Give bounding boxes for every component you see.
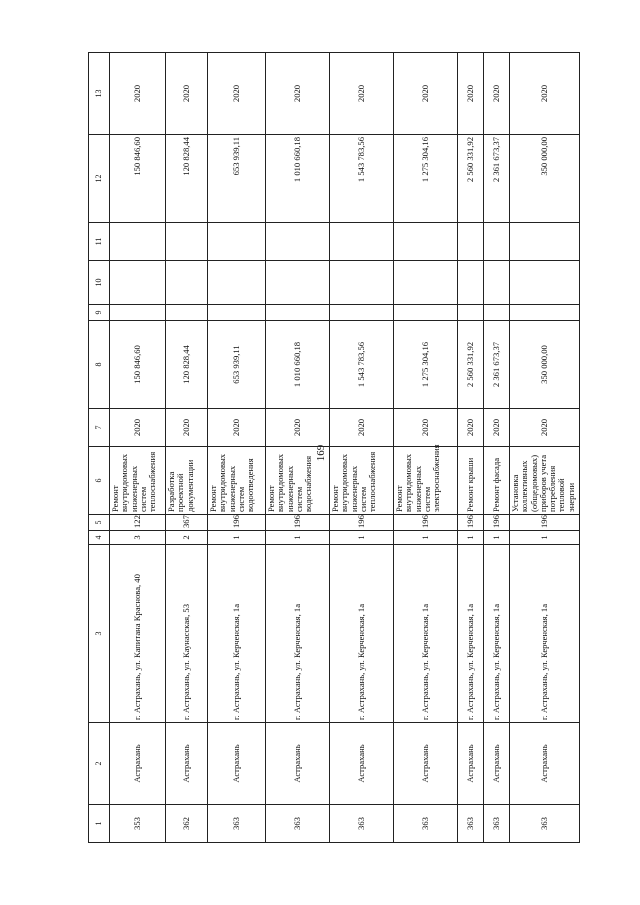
cell-number: 363 (484, 805, 510, 843)
table-row (266, 53, 330, 843)
cell-col9 (330, 305, 394, 321)
document-table-wrapper (88, 53, 576, 843)
cell-number: 363 (266, 805, 330, 843)
cell-work-type: Ремонт внутридомовых инженерных систем электроснабжения (394, 447, 458, 515)
cell-work-type: Ремонт крыши (458, 447, 484, 515)
cell-end-year: 2020 (208, 53, 266, 135)
cell-end-year: 2020 (266, 53, 330, 135)
cell-col9 (166, 305, 208, 321)
cell-city: Астрахань (208, 723, 266, 805)
cell-end-year: 2020 (330, 53, 394, 135)
cell-amount: 653 939,11 (208, 321, 266, 409)
cell-col10 (110, 261, 166, 305)
table-row (166, 53, 208, 843)
cell-col10 (266, 261, 330, 305)
cell-col10 (458, 261, 484, 305)
cell-work-type: Ремонт фасада (484, 447, 510, 515)
cell-address: г. Астрахань, ул. Керченская, 1а (484, 545, 510, 723)
cell-amount: 350 000,00 (510, 321, 580, 409)
cell-amount: 1 543 783,56 (330, 321, 394, 409)
cell-work-type: Ремонт внутридомовых инженерных систем теплоснабжения (110, 447, 166, 515)
cell-col11 (394, 223, 458, 261)
cell-col11 (266, 223, 330, 261)
column-header: 9 (89, 305, 110, 321)
cell-work-type: Ремонт внутридомовых инженерных систем теплоснабжения (330, 447, 394, 515)
cell-col9 (394, 305, 458, 321)
table-row (484, 53, 510, 843)
cell-number: 362 (166, 805, 208, 843)
cell-col11 (484, 223, 510, 261)
cell-year: 2020 (458, 409, 484, 447)
cell-work-type: Разработка проектной документации (166, 447, 208, 515)
cell-col11 (110, 223, 166, 261)
cell-address: г. Астрахань, ул. Керченская, 1а (510, 545, 580, 723)
table-row (510, 53, 580, 843)
cell-number: 353 (110, 805, 166, 843)
cell-address: г. Астрахань, ул. Керченская, 1а (458, 545, 484, 723)
column-header: 8 (89, 321, 110, 409)
cell-city: Астрахань (330, 723, 394, 805)
cell-total: 653 939,11 (208, 135, 266, 223)
cell-year: 2020 (394, 409, 458, 447)
cell-total: 350 000,00 (510, 135, 580, 223)
cell-city: Астрахань (166, 723, 208, 805)
cell-col9 (110, 305, 166, 321)
column-header: 6 (89, 447, 110, 515)
table-row (458, 53, 484, 843)
cell-end-year: 2020 (458, 53, 484, 135)
cell-amount: 2 560 331,92 (458, 321, 484, 409)
table-row (208, 53, 266, 843)
cell-end-year: 2020 (166, 53, 208, 135)
cell-work-type: Ремонт внутридомовых инженерных систем водоотведения (208, 447, 266, 515)
document-table-rotated (88, 53, 576, 843)
cell-year: 2020 (266, 409, 330, 447)
cell-year: 2020 (166, 409, 208, 447)
column-header: 2 (89, 723, 110, 805)
cell-col5: 196 (330, 515, 394, 531)
cell-total: 2 560 331,92 (458, 135, 484, 223)
cell-city: Астрахань (394, 723, 458, 805)
cell-col11 (208, 223, 266, 261)
cell-col11 (330, 223, 394, 261)
cell-col4: 1 (484, 531, 510, 545)
column-header: 7 (89, 409, 110, 447)
cell-year: 2020 (484, 409, 510, 447)
cell-col5: 196 (394, 515, 458, 531)
cell-total: 1 010 660,18 (266, 135, 330, 223)
cell-number: 363 (510, 805, 580, 843)
column-header: 12 (89, 135, 110, 223)
column-header: 13 (89, 53, 110, 135)
cell-col4: 1 (510, 531, 580, 545)
cell-end-year: 2020 (394, 53, 458, 135)
cell-col10 (208, 261, 266, 305)
cell-total: 2 361 673,37 (484, 135, 510, 223)
cell-number: 363 (458, 805, 484, 843)
cell-address: г. Астрахань, ул. Капитана Краснова, 40 (110, 545, 166, 723)
cell-total: 150 846,60 (110, 135, 166, 223)
cell-col11 (510, 223, 580, 261)
cell-col4: 1 (394, 531, 458, 545)
cell-amount: 1 275 304,16 (394, 321, 458, 409)
cell-col9 (510, 305, 580, 321)
cell-col4: 1 (330, 531, 394, 545)
column-header: 1 (89, 805, 110, 843)
cell-year: 2020 (330, 409, 394, 447)
cell-col11 (458, 223, 484, 261)
cell-col10 (394, 261, 458, 305)
cell-col5: 196 (208, 515, 266, 531)
cell-col9 (458, 305, 484, 321)
cell-col4: 2 (166, 531, 208, 545)
cell-amount: 150 846,60 (110, 321, 166, 409)
cell-address: г. Астрахань, ул. Каунасская, 53 (166, 545, 208, 723)
cell-col5: 367 (166, 515, 208, 531)
cell-total: 120 828,44 (166, 135, 208, 223)
cell-amount: 120 828,44 (166, 321, 208, 409)
cell-col4: 3 (110, 531, 166, 545)
cell-end-year: 2020 (110, 53, 166, 135)
cell-col11 (166, 223, 208, 261)
cell-col5: 122 (110, 515, 166, 531)
cell-end-year: 2020 (510, 53, 580, 135)
column-header: 10 (89, 261, 110, 305)
cell-number: 363 (208, 805, 266, 843)
page-number: 169 (315, 444, 327, 462)
table-row (394, 53, 458, 843)
cell-year: 2020 (510, 409, 580, 447)
cell-work-type: Установка коллективных (общедомовых) приборов учета потребления тепловой энергии (510, 447, 580, 515)
cell-col4: 1 (266, 531, 330, 545)
cell-total: 1 543 783,56 (330, 135, 394, 223)
cell-city: Астрахань (266, 723, 330, 805)
cell-col9 (208, 305, 266, 321)
column-header: 4 (89, 531, 110, 545)
table-header-row (89, 53, 110, 843)
table-row (110, 53, 166, 843)
cell-col9 (484, 305, 510, 321)
cell-city: Астрахань (484, 723, 510, 805)
cell-address: г. Астрахань, ул. Керченская, 1а (330, 545, 394, 723)
cell-city: Астрахань (510, 723, 580, 805)
cell-city: Астрахань (110, 723, 166, 805)
cell-year: 2020 (110, 409, 166, 447)
cell-col4: 1 (458, 531, 484, 545)
capital-repair-table (88, 52, 580, 843)
cell-city: Астрахань (458, 723, 484, 805)
cell-col10 (484, 261, 510, 305)
column-header: 11 (89, 223, 110, 261)
cell-col5: 196 (266, 515, 330, 531)
cell-col5: 196 (510, 515, 580, 531)
cell-number: 363 (330, 805, 394, 843)
cell-total: 1 275 304,16 (394, 135, 458, 223)
cell-address: г. Астрахань, ул. Керченская, 1а (266, 545, 330, 723)
cell-col10 (166, 261, 208, 305)
cell-col5: 196 (484, 515, 510, 531)
cell-amount: 1 010 660,18 (266, 321, 330, 409)
cell-col4: 1 (208, 531, 266, 545)
column-header: 3 (89, 545, 110, 723)
cell-work-type: Ремонт внутридомовых инженерных систем водоснабжения (266, 447, 330, 515)
cell-amount: 2 361 673,37 (484, 321, 510, 409)
table-row (330, 53, 394, 843)
cell-address: г. Астрахань, ул. Керченская, 1а (208, 545, 266, 723)
column-header: 5 (89, 515, 110, 531)
cell-col5: 196 (458, 515, 484, 531)
cell-col10 (510, 261, 580, 305)
cell-number: 363 (394, 805, 458, 843)
cell-year: 2020 (208, 409, 266, 447)
cell-col9 (266, 305, 330, 321)
cell-col10 (330, 261, 394, 305)
cell-end-year: 2020 (484, 53, 510, 135)
cell-address: г. Астрахань, ул. Керченская, 1а (394, 545, 458, 723)
